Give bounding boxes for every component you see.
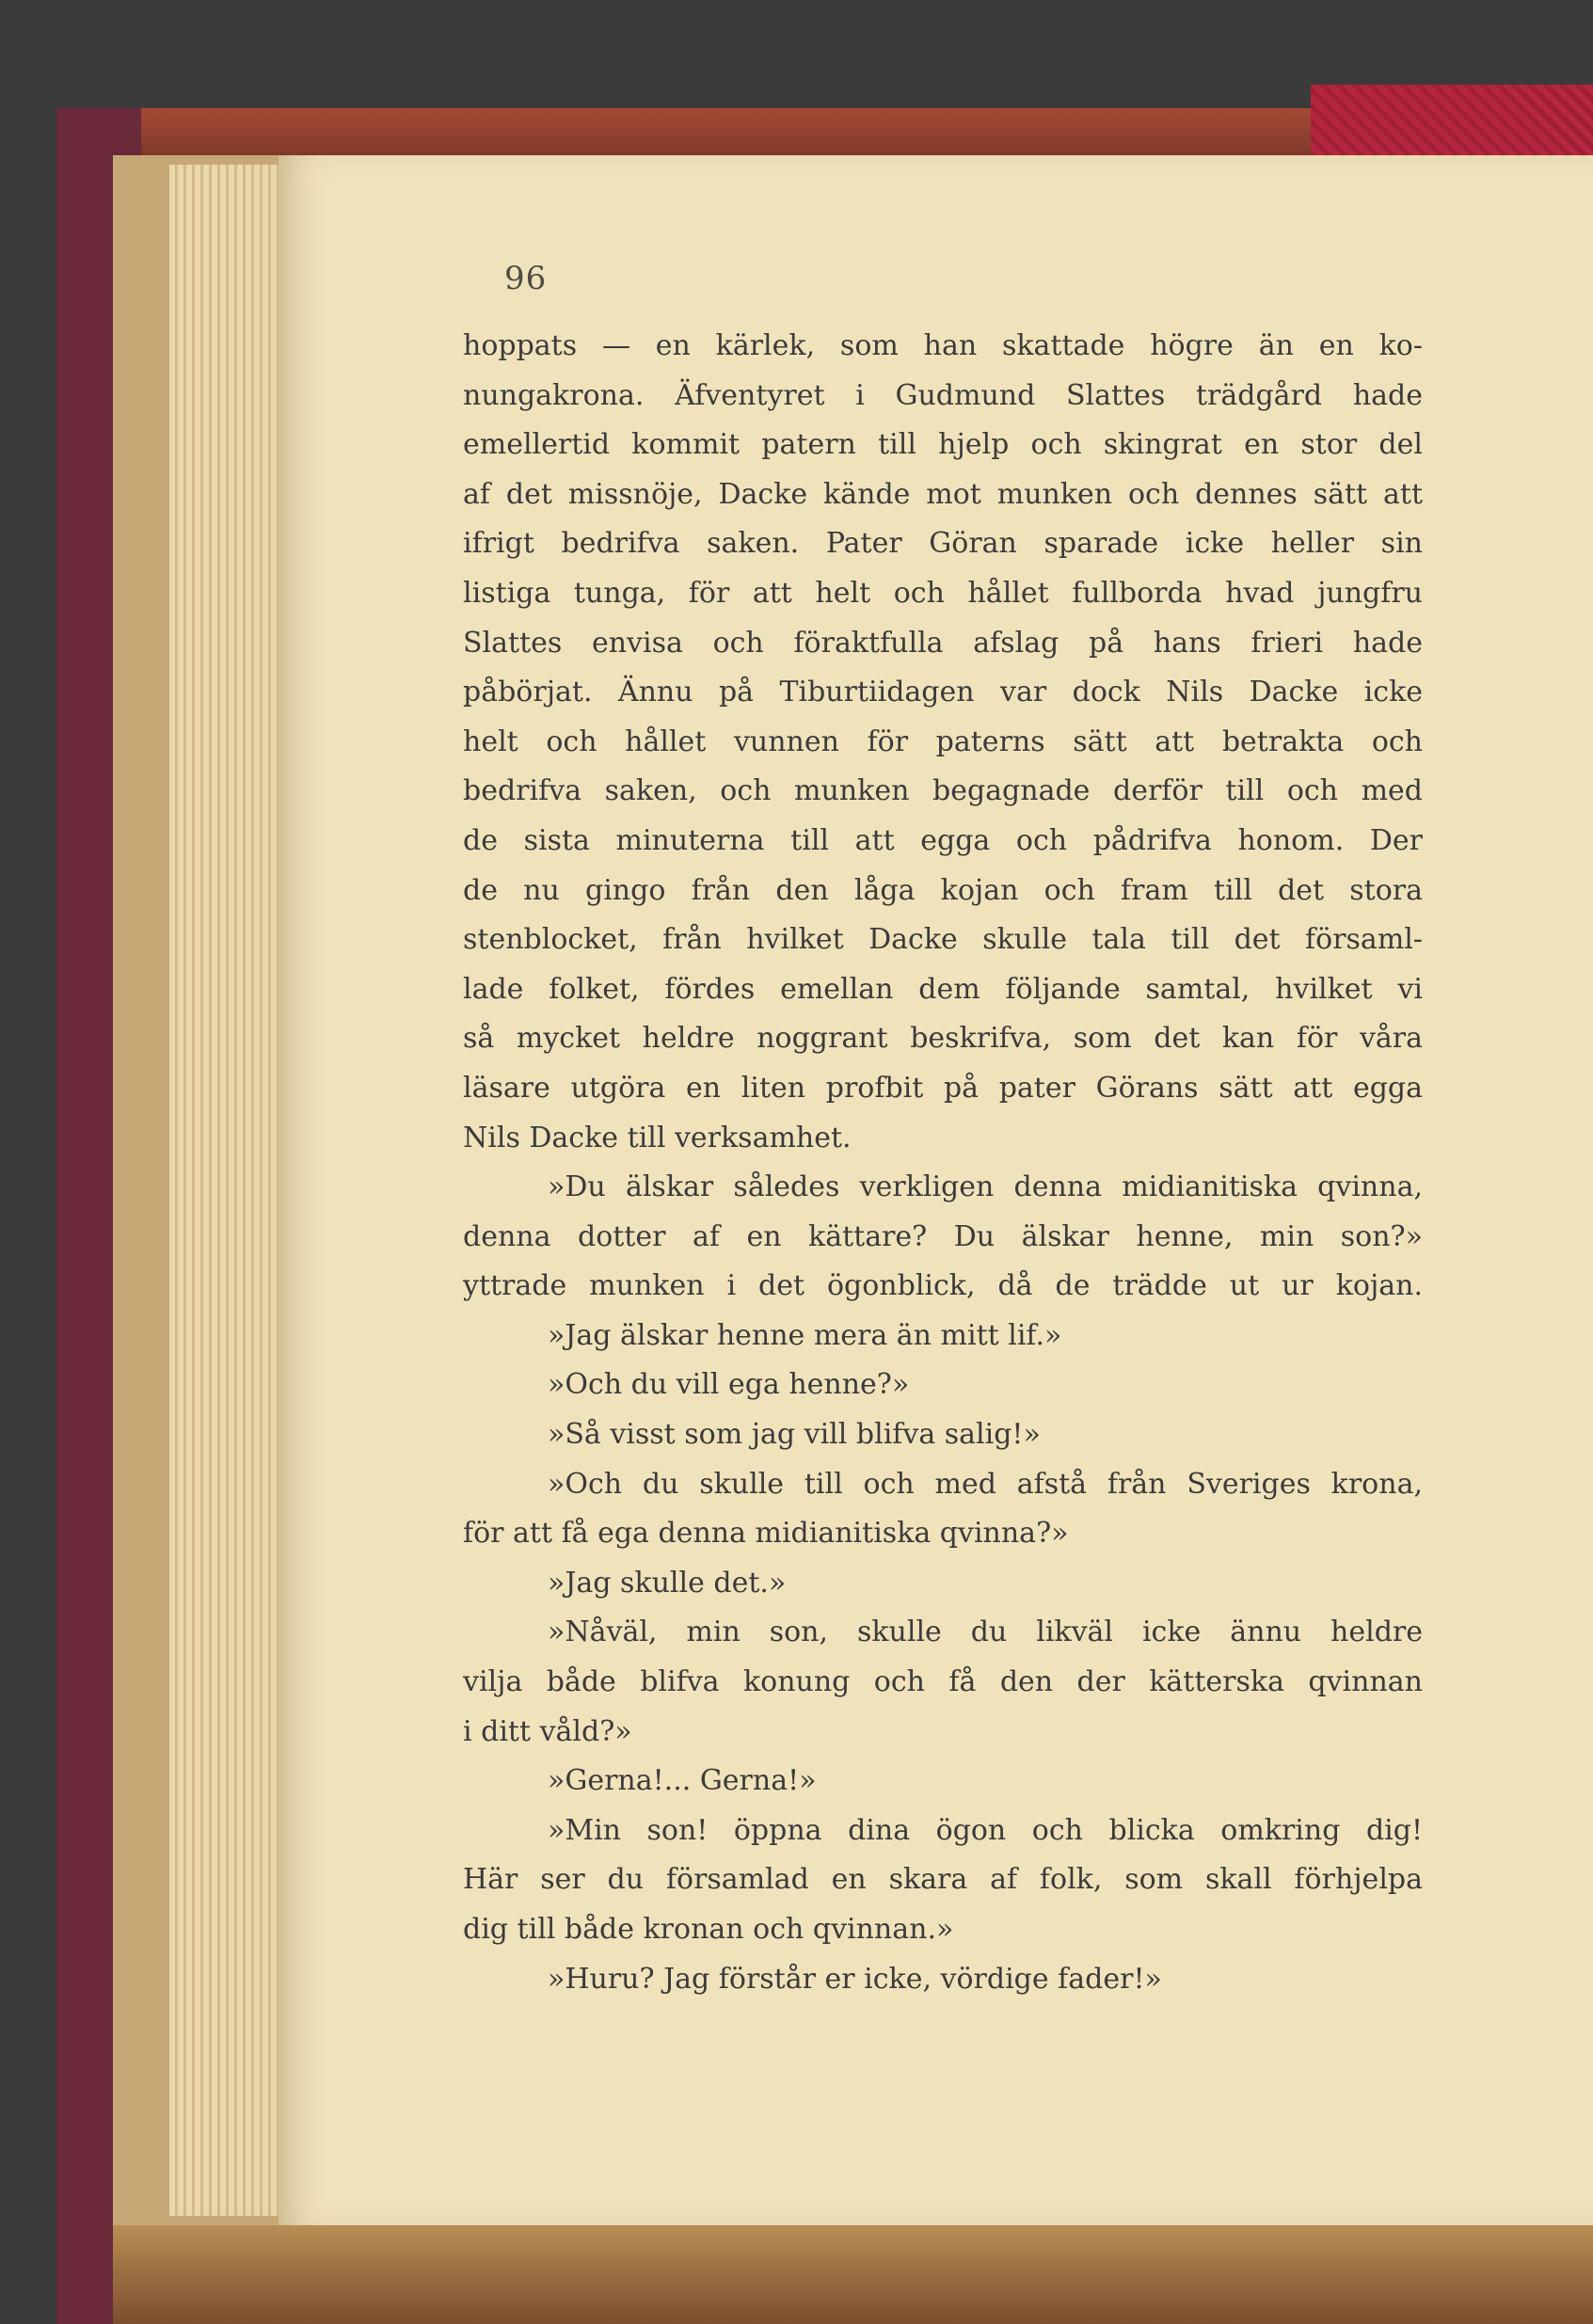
text-line: stenblocket, från hvilket Dacke skulle tala till det församl- bbox=[463, 923, 1423, 957]
book-bottom-edge bbox=[113, 2225, 1593, 2324]
text-line: påbörjat. Ännu på Tiburtiidagen var dock Nils Dacke icke bbox=[463, 676, 1423, 709]
text-line: »Du älskar således verkligen denna midianitiska qvinna, bbox=[548, 1170, 1423, 1204]
text-line: vilja både blifva konung och få den der kätterska qvinnan bbox=[463, 1665, 1423, 1699]
text-line: »Och du skulle till och med afstå från Sveriges krona, bbox=[548, 1467, 1423, 1501]
text-line: »Jag älskar henne mera än mitt lif.» bbox=[548, 1318, 1062, 1352]
body-text bbox=[463, 322, 1423, 2004]
text-line: Här ser du församlad en skara af folk, som skall förhjelpa bbox=[463, 1863, 1423, 1897]
text-line: af det missnöje, Dacke kände mot munken och dennes sätt att bbox=[463, 477, 1423, 511]
text-line: för att få ega denna midianitiska qvinna?» bbox=[463, 1517, 1069, 1551]
text-line: hoppats — en kärlek, som han skattade högre än en ko- bbox=[463, 329, 1423, 362]
text-line: lade folket, fördes emellan dem följande samtal, hvilket vi bbox=[463, 972, 1423, 1006]
text-line: »Jag skulle det.» bbox=[548, 1566, 787, 1600]
text-line: yttrade munken i det ögonblick, då de trädde ut ur kojan. bbox=[463, 1269, 1423, 1303]
text-line: så mycket heldre noggrant beskrifva, som det kan för våra bbox=[463, 1022, 1423, 1056]
text-line: »Gerna!... Gerna!» bbox=[548, 1764, 817, 1798]
page-edges bbox=[169, 165, 292, 2216]
text-line: dig till både kronan och qvinnan.» bbox=[463, 1913, 954, 1946]
text-line: »Huru? Jag förstår er icke, vördige fader!» bbox=[548, 1962, 1162, 1996]
text-line: bedrifva saken, och munken begagnade derför till och med bbox=[463, 774, 1423, 808]
text-line: de sista minuterna till att egga och pådrifva honom. Der bbox=[463, 823, 1423, 857]
text-line: »Så visst som jag vill blifva salig!» bbox=[548, 1418, 1041, 1452]
text-line: listiga tunga, för att helt och hållet fullborda hvad jungfru bbox=[463, 576, 1423, 610]
text-line: läsare utgöra en liten profbit på pater Görans sätt att egga bbox=[463, 1071, 1423, 1105]
text-line: ifrigt bedrifva saken. Pater Göran sparade icke heller sin bbox=[463, 527, 1423, 561]
text-line: de nu gingo från den låga kojan och fram till det stora bbox=[463, 873, 1423, 907]
text-line: emellertid kommit patern till hjelp och skingrat en stor del bbox=[463, 428, 1423, 462]
text-line: nungakrona. Äfventyret i Gudmund Slattes trädgård hade bbox=[463, 378, 1423, 412]
text-line: Nils Dacke till verksamhet. bbox=[463, 1121, 852, 1154]
text-line: »Nåväl, min son, skulle du likväl icke ännu heldre bbox=[548, 1616, 1423, 1649]
text-line: i ditt våld?» bbox=[463, 1714, 632, 1748]
text-line: helt och hållet vunnen för paterns sätt att betrakta och bbox=[463, 724, 1423, 758]
text-line: »Min son! öppna dina ögon och blicka omkring dig! bbox=[548, 1813, 1423, 1847]
text-line: »Och du vill ega henne?» bbox=[548, 1368, 910, 1402]
text-line: denna dotter af en kättare? Du älskar henne, min son?» bbox=[463, 1219, 1423, 1253]
text-line: Slattes envisa och föraktfulla afslag på hans frieri hade bbox=[463, 626, 1423, 660]
red-cloth-binding bbox=[1311, 85, 1593, 165]
page-number: 96 bbox=[504, 260, 548, 297]
